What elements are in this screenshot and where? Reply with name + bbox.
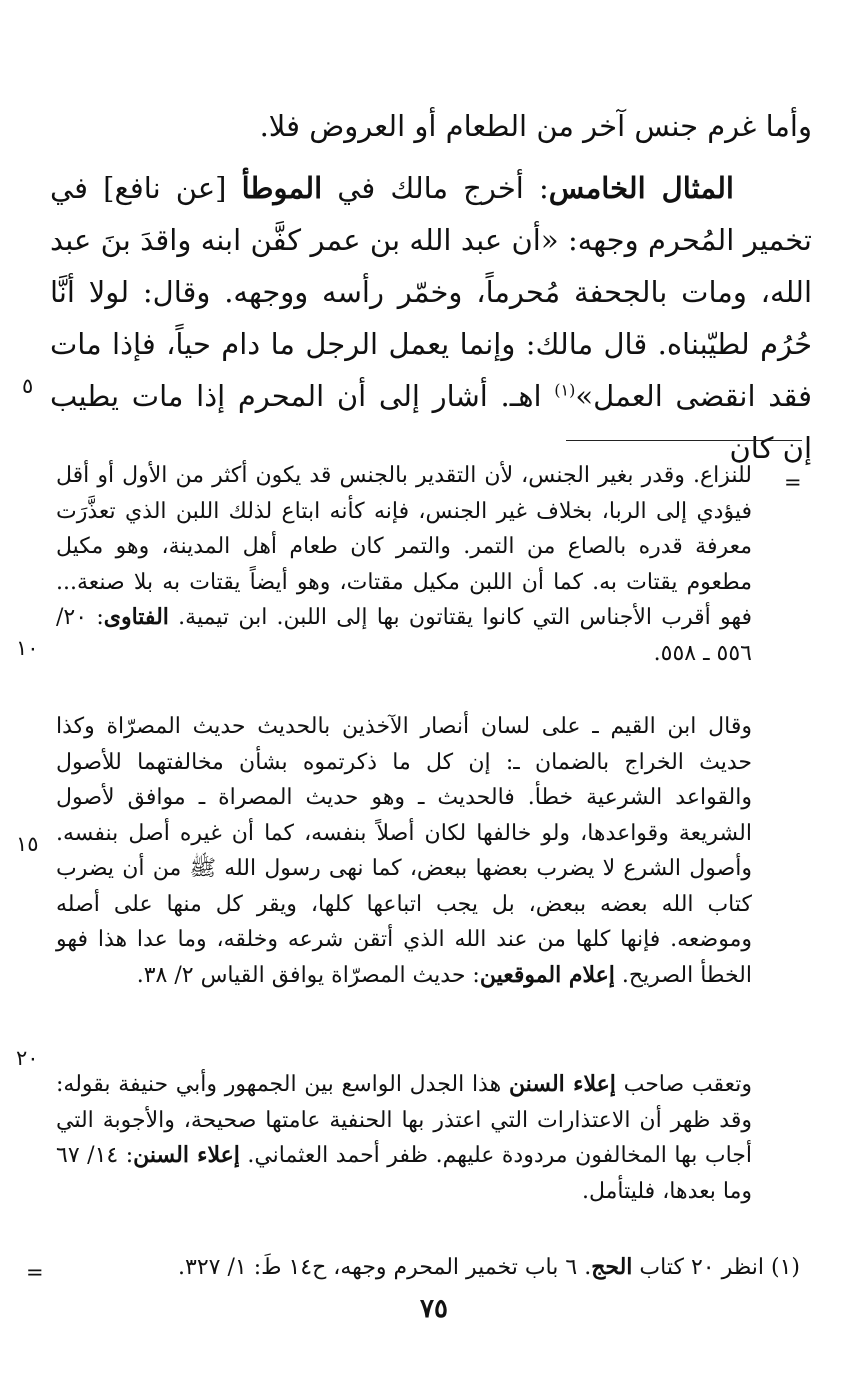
line-number-20: ٢٠ bbox=[16, 1046, 39, 1070]
footnote-text: : ١٤/ ٦٧ وما بعدها، فليتأمل. bbox=[56, 1143, 752, 1204]
book-title-ila: إعلاء السنن bbox=[133, 1142, 240, 1168]
page-number: ٧٥ bbox=[420, 1294, 448, 1324]
continuation-mark-top: = bbox=[784, 470, 802, 494]
footnote-text: (١) انظر ٢٠ كتاب bbox=[632, 1255, 800, 1280]
book-title-hajj: الحج bbox=[591, 1254, 633, 1280]
footnote-text: هذا الجدل الواسع بين الجمهور وأبي حنيفة بقوله: وقد ظهر أن الاعتذارات التي اعتذر بها الحنفية عامتها صحيحة، والأجوبة التي أجاب بها المخالفون مردودة عليهم. ظفر أحمد العثماني. bbox=[56, 1072, 752, 1168]
line-number-15: ١٥ bbox=[16, 832, 39, 856]
footnote-ibn-alqayyim bbox=[56, 709, 752, 993]
footnote-1 bbox=[60, 1250, 800, 1285]
book-title-ilam: إعلام الموقعين bbox=[479, 961, 615, 988]
continuation-mark-bottom: = bbox=[26, 1260, 44, 1284]
line-number-10: ١٠ bbox=[16, 636, 39, 660]
footnote-separator bbox=[566, 440, 802, 441]
footnote-text: للنزاع. وقدر بغير الجنس، لأن التقدير بالجنس قد يكون أكثر من الأول أو أقل فيؤدي إلى الربا، بخلاف غير الجنس، فإنه كأنه ابتاع لذلك اللبن الذي تعذَّرَت معرفة قدره بالصاع من التمر. والتمر كان طعام أهل المدينة، وهو مكيل مطعوم يقتات به. كما أن اللبن مكيل مقتات، وهو أيضاً يقتات به بلا صنعة... فهو أقرب الأجناس التي كانوا يقتاتون بها إلى اللبن. ابن تيمية. bbox=[56, 463, 753, 630]
footnote-ibn-taymiyya bbox=[56, 458, 752, 671]
paragraph-text: اهـ. أشار إلى أن المحرم إذا مات يطيب إن كان bbox=[50, 379, 812, 465]
paragraph-text: [عن نافع] في تخمير المُحرم وجهه: «أن عبد الله بن عمر كفَّن ابنه واقدَ بنَ عبد الله، ومات بالجحفة مُحرماً، وخمّر رأسه ووجهه. وقال: لولا أنَّا حُرُم لطيّبناه. قال مالك: وإنما يعمل الرجل ما دام حياً، فإذا مات فقد انقضى العمل» bbox=[50, 171, 812, 413]
book-title-fatawa: الفتاوى bbox=[103, 604, 169, 630]
footnote-text: وقال ابن القيم ـ على لسان أنصار الآخذين بالحديث حديث المصرّاة وكذا حديث الخراج بالضمان ـ: إن كل ما ذكرتموه بشأن مخالفتهما للأصول والقواعد الشرعية خطأ. فالحديث ـ وهو حديث المصراة ـ موافق لأصول الشريعة وقواعدها، ولو خالفها لكان أصلاً بنفسه، كما أن غيره أصل بنفسه. وأصول الشرع لا يضرب بعضها ببعض، كما نهى رسول الله ﷺ من أن يضرب كتاب الله بعضه ببعض، بل يجب اتباعها كلها، ويقر كل منها على أصله وموضعه. فإنها كلها من عند الله الذي أتقن شرعه وخلقه، وما عدا هذا فهو الخطأ الصريح. bbox=[56, 714, 752, 988]
footnote-text: : حديث المصرّاة يوافق القياس ٢/ ٣٨. bbox=[136, 962, 480, 988]
book-title-muwatta: الموطأ bbox=[241, 171, 323, 205]
footnote-text: . ٦ باب تخمير المحرم وجهه، ح١٤ طَ: ١/ ٣٢٧. bbox=[178, 1255, 592, 1280]
main-paragraph-1: وأما غرم جنس آخر من الطعام أو العروض فلا. bbox=[259, 109, 812, 143]
paragraph-text: : أخرج مالك في bbox=[322, 171, 549, 205]
footnote-text: : ٢٠/ ٥٥٦ ـ ٥٥٨. bbox=[56, 605, 752, 666]
example-heading: المثال الخامس bbox=[548, 171, 734, 205]
footnote-text: وتعقب صاحب bbox=[615, 1072, 752, 1097]
main-text bbox=[50, 100, 812, 474]
footnote-ref[interactable]: (١) bbox=[554, 380, 576, 400]
footnote-ila-alsunan bbox=[56, 1067, 752, 1209]
line-number-5: ٥ bbox=[22, 374, 34, 398]
main-paragraph-2 bbox=[50, 162, 812, 474]
book-title-ila: إعلاء السنن bbox=[508, 1071, 616, 1097]
